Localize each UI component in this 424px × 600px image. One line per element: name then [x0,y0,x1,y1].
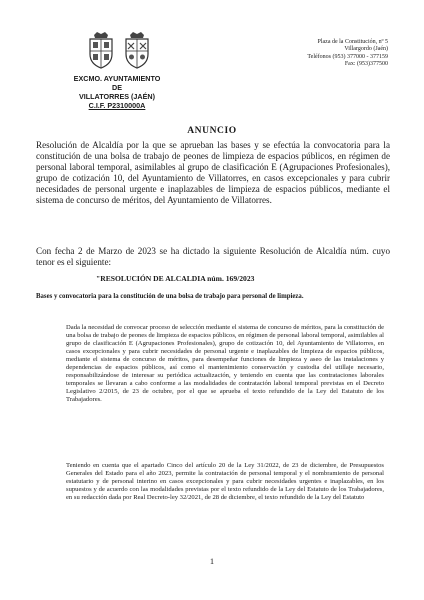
address-block [307,39,388,69]
address-line-3: Teléfonos (953) 377000 - 377159 [307,53,388,60]
document-title: ANUNCIO [187,126,237,136]
address-line-1: Plaza de la Constitución, nº 5 [317,39,388,45]
cif-number: C.I.F. P2310000A [88,101,146,110]
resolution-title: "RESOLUCIÓN DE ALCALDIA núm. 169/2023 [96,274,255,283]
page-number: 1 [209,556,215,566]
coat-of-arms-group [86,30,152,70]
org-line-2: DE [112,83,122,92]
intro-paragraph: Resolución de Alcaldía por la que se aprueban las bases y se efectúa la convocatoria para la constitución de una bolsa de trabajo de peones de limpieza de espacios públicos, en régimen de personal laboral temporal, asimilables al grupo de clasificación E (Agrupaciones Profesionales), grupo de cotización 10, del Ayuntamiento de Villatorres, en casos excepcionales y para cubrir necesidades de personal urgente e inaplazables de limpieza de espacios públicos, mediante el sistema de concurso de méritos, del Ayuntamiento de Villatorres. [36,140,390,205]
body-paragraph-1: Dada la necesidad de convocar proceso de selección mediante el sistema de concurso de méritos, para la constitución de una bolsa de trabajo de peones de limpieza de espacios públicos, en régimen de personal laboral temporal, asimilables al grupo de clasificación E (Agrupaciones Profesionales), grupo de cotización 10, del Ayuntamiento de Villatorres, en casos excepcionales y para cubrir necesidades de personal urgente e inaplazables de limpieza de espacios públicos, mediante el sistema de concurso de méritos, para desempeñar funciones de limpieza y aseo de las instalaciones y dependencias de espacios públicos, así como el mantenimiento conservación y custodia del utillaje necesario, responsabilizándose de interesar su periódica actualización, y teniendo en cuenta que las contrataciones laborales temporales se llevaran a cabo conforme a las modalidades de contratación laboral temporal previstas en el Decreto Legislativo 2/2015, de 23 de octubre, por el que se aprueba el texto refundido de la Ley del Estatuto de los Trabajadores. [66,324,384,404]
coat-of-arms-icon [122,30,152,70]
municipality-name-block [56,74,178,110]
resolution-subheading: Bases y convocatoria para la constitución de una bolsa de trabajo para personal de limpieza. [36,293,304,300]
address-line-2: Villargordo (Jaén) [344,46,388,53]
body-paragraph-2: Teniendo en cuenta que el apartado Cinco del artículo 20 de la Ley 31/2022, de 23 de diciembre, de Presupuestos Generales del Estado para el año 2023, permite la contratación de personal temporal y el nombramiento de personal estatutario y de personal interino en casos excepcionales y para cubrir necesidades urgentes e inaplazables, en los supuestos y de acuerdo con las modalidades previstas por el texto refundido de la Ley del Estatuto de los Trabajadores, en su redacción dada por Real Decreto-ley 32/2021, de 28 de diciembre, el texto refundido de la Ley del Estatuto [66,462,384,502]
address-line-4: Fax: (953)377500 [344,61,388,68]
org-line-1: EXCMO. AYUNTAMIENTO [73,74,161,83]
coat-of-arms-icon [86,30,116,70]
org-line-3: VILLATORRES (JAÉN) [78,92,155,101]
date-paragraph: Con fecha 2 de Marzo de 2023 se ha dictado la siguiente Resolución de Alcaldía núm. cuyo tenor es el siguiente: [36,246,390,267]
